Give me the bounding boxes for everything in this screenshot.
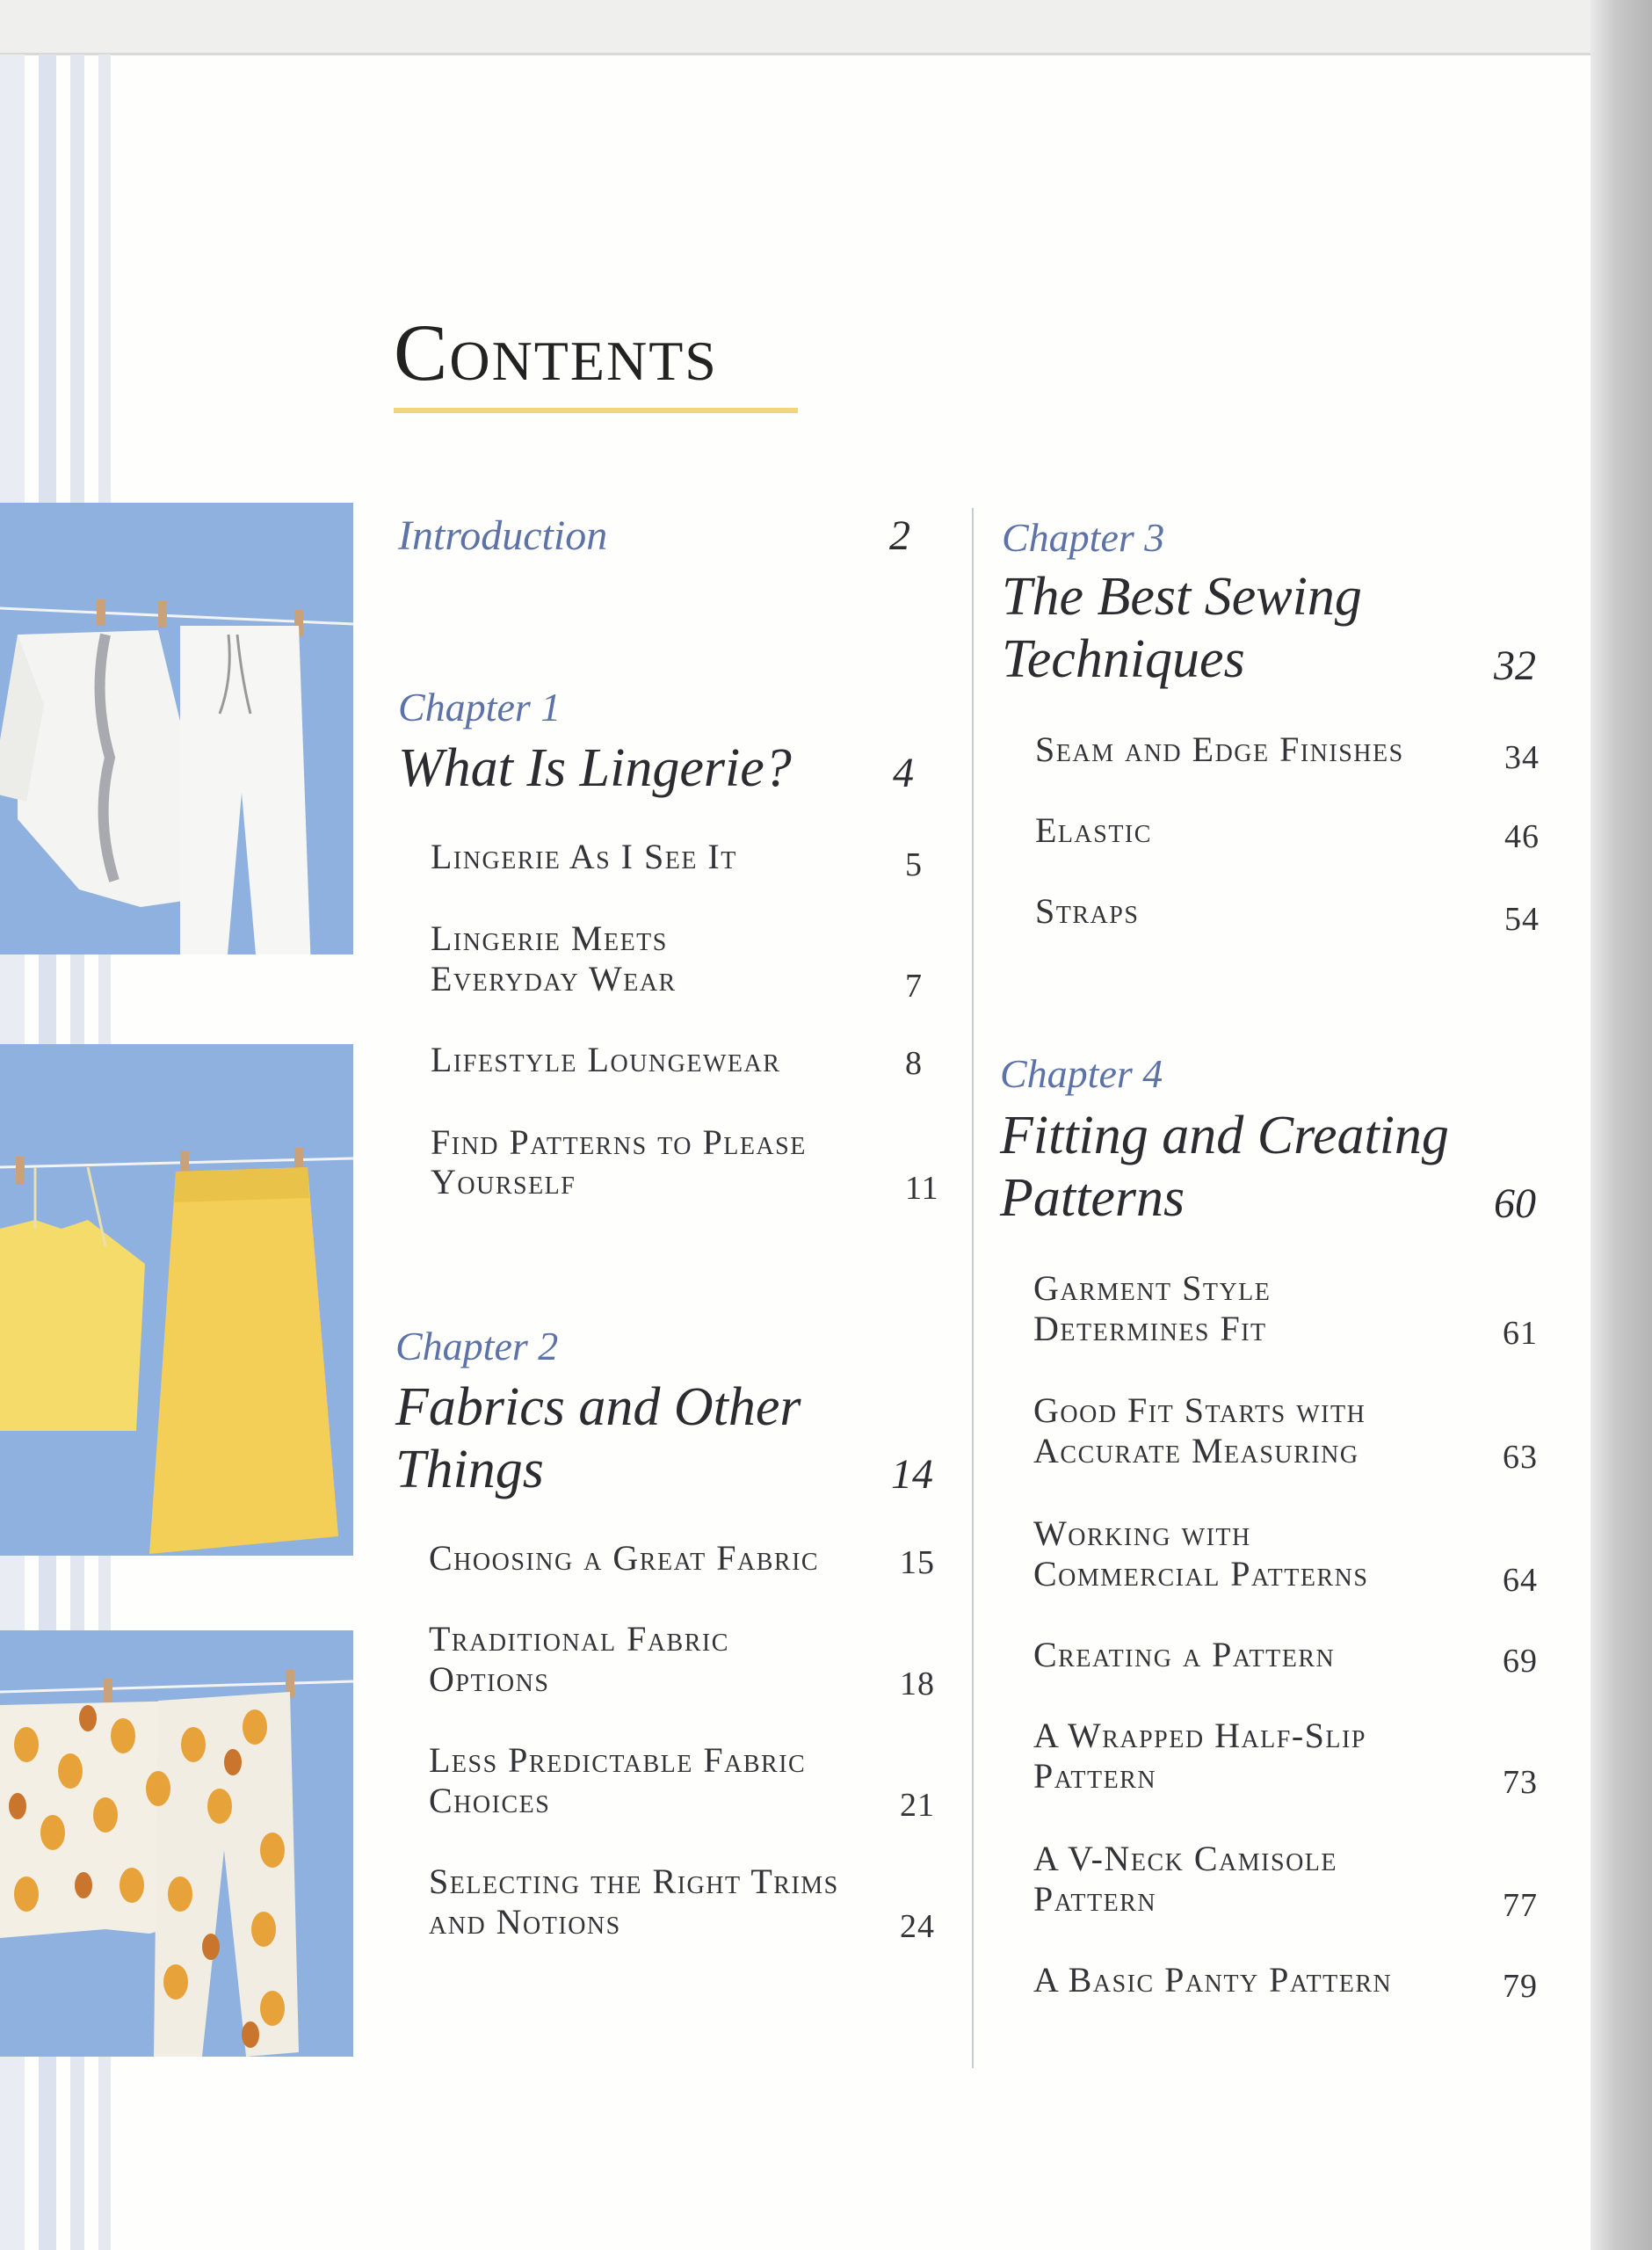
- toc-entry-page: 61: [1503, 1315, 1538, 1352]
- toc-entry-label[interactable]: A V-Neck Camisole: [1033, 1839, 1337, 1878]
- chapter-1-label: Chapter 1: [398, 685, 562, 729]
- toc-entry-label[interactable]: Working with: [1033, 1513, 1251, 1553]
- toc-entry-label[interactable]: Choosing a Great Fabric: [429, 1538, 820, 1578]
- toc-introduction-label[interactable]: Introduction: [398, 512, 608, 559]
- photo-yellow-camisole-slip: [0, 1044, 353, 1556]
- toc-entry-label[interactable]: Accurate Measuring: [1033, 1431, 1359, 1470]
- toc-entry-page: 69: [1503, 1643, 1538, 1680]
- toc-entry-label[interactable]: Less Predictable Fabric: [429, 1740, 807, 1780]
- chapter-2-title-line[interactable]: Fabrics and Other: [395, 1377, 801, 1437]
- toc-entry-page: 21: [900, 1787, 935, 1824]
- toc-entry-page: 63: [1503, 1439, 1538, 1476]
- chapter-2-title-line[interactable]: Things: [395, 1440, 544, 1499]
- toc-introduction-page: 2: [889, 512, 910, 559]
- photo-white-pajamas: [0, 503, 353, 954]
- toc-entry-page: 79: [1503, 1968, 1538, 2005]
- chapter-3-title-line[interactable]: Techniques: [1002, 629, 1245, 689]
- toc-entry-page: 15: [900, 1544, 935, 1581]
- toc-entry-page: 54: [1504, 901, 1540, 938]
- toc-entry-label[interactable]: and Notions: [429, 1902, 621, 1942]
- title-underline: [394, 408, 798, 413]
- chapter-4-page: 60: [1494, 1180, 1536, 1227]
- chapter-2-page: 14: [891, 1451, 933, 1498]
- column-divider: [972, 508, 974, 2068]
- toc-entry-label[interactable]: Pattern: [1033, 1756, 1157, 1796]
- toc-entry-page: 5: [905, 846, 923, 883]
- chapter-3-page: 32: [1494, 642, 1536, 689]
- toc-entry-page: 18: [900, 1666, 935, 1702]
- toc-entry-page: 11: [905, 1170, 939, 1207]
- chapter-3-label: Chapter 3: [1002, 515, 1165, 560]
- toc-entry-page: 64: [1503, 1562, 1538, 1599]
- toc-entry-label[interactable]: Seam and Edge Finishes: [1035, 729, 1404, 769]
- chapter-4-label: Chapter 4: [1000, 1051, 1163, 1096]
- toc-entry-page: 73: [1503, 1764, 1538, 1801]
- toc-entry-label[interactable]: Pattern: [1033, 1879, 1157, 1919]
- toc-entry-label[interactable]: Lingerie As I See It: [431, 837, 737, 876]
- toc-entry-page: 24: [900, 1908, 935, 1945]
- toc-entry-label[interactable]: Selecting the Right Trims: [429, 1862, 839, 1901]
- toc-entry-label[interactable]: Traditional Fabric: [429, 1619, 729, 1658]
- toc-entry-label[interactable]: A Wrapped Half-Slip: [1033, 1716, 1366, 1755]
- page-top-edge: [0, 0, 1652, 54]
- toc-entry-page: 46: [1504, 818, 1540, 855]
- toc-entry-label[interactable]: Garment Style: [1033, 1268, 1272, 1308]
- chapter-4-title-line[interactable]: Fitting and Creating: [1000, 1106, 1449, 1165]
- chapter-4-title-line[interactable]: Patterns: [1000, 1168, 1185, 1228]
- toc-entry-label[interactable]: Yourself: [431, 1162, 576, 1201]
- toc-entry-label[interactable]: Good Fit Starts with: [1033, 1390, 1366, 1430]
- photo-pear-print-pajamas: [0, 1630, 353, 2057]
- toc-entry-label[interactable]: Choices: [429, 1781, 551, 1820]
- page-right-edge: [1590, 0, 1652, 2250]
- chapter-1-title[interactable]: What Is Lingerie?: [398, 738, 792, 798]
- toc-entry-label[interactable]: Options: [429, 1659, 550, 1699]
- toc-entry-label[interactable]: Creating a Pattern: [1033, 1635, 1336, 1674]
- toc-entry-label[interactable]: Commercial Patterns: [1033, 1554, 1369, 1593]
- chapter-1-page: 4: [893, 750, 914, 796]
- page-title: Contents: [394, 308, 718, 397]
- chapter-2-label: Chapter 2: [395, 1324, 559, 1368]
- toc-entry-label[interactable]: Elastic: [1035, 810, 1152, 850]
- toc-entry-page: 8: [905, 1045, 923, 1082]
- toc-entry-label[interactable]: Straps: [1035, 891, 1140, 931]
- toc-entry-label[interactable]: Lifestyle Loungewear: [431, 1040, 781, 1079]
- toc-entry-page: 77: [1503, 1887, 1538, 1924]
- toc-entry-page: 7: [905, 968, 923, 1005]
- toc-entry-label[interactable]: A Basic Panty Pattern: [1033, 1960, 1393, 2000]
- toc-entry-label[interactable]: Everyday Wear: [431, 959, 677, 998]
- chapter-3-title-line[interactable]: The Best Sewing: [1002, 567, 1362, 627]
- page-top-line: [0, 53, 1599, 55]
- toc-entry-label[interactable]: Find Patterns to Please: [431, 1122, 807, 1162]
- toc-entry-label[interactable]: Determines Fit: [1033, 1309, 1267, 1348]
- toc-entry-page: 34: [1504, 739, 1540, 776]
- toc-entry-label[interactable]: Lingerie Meets: [431, 918, 668, 958]
